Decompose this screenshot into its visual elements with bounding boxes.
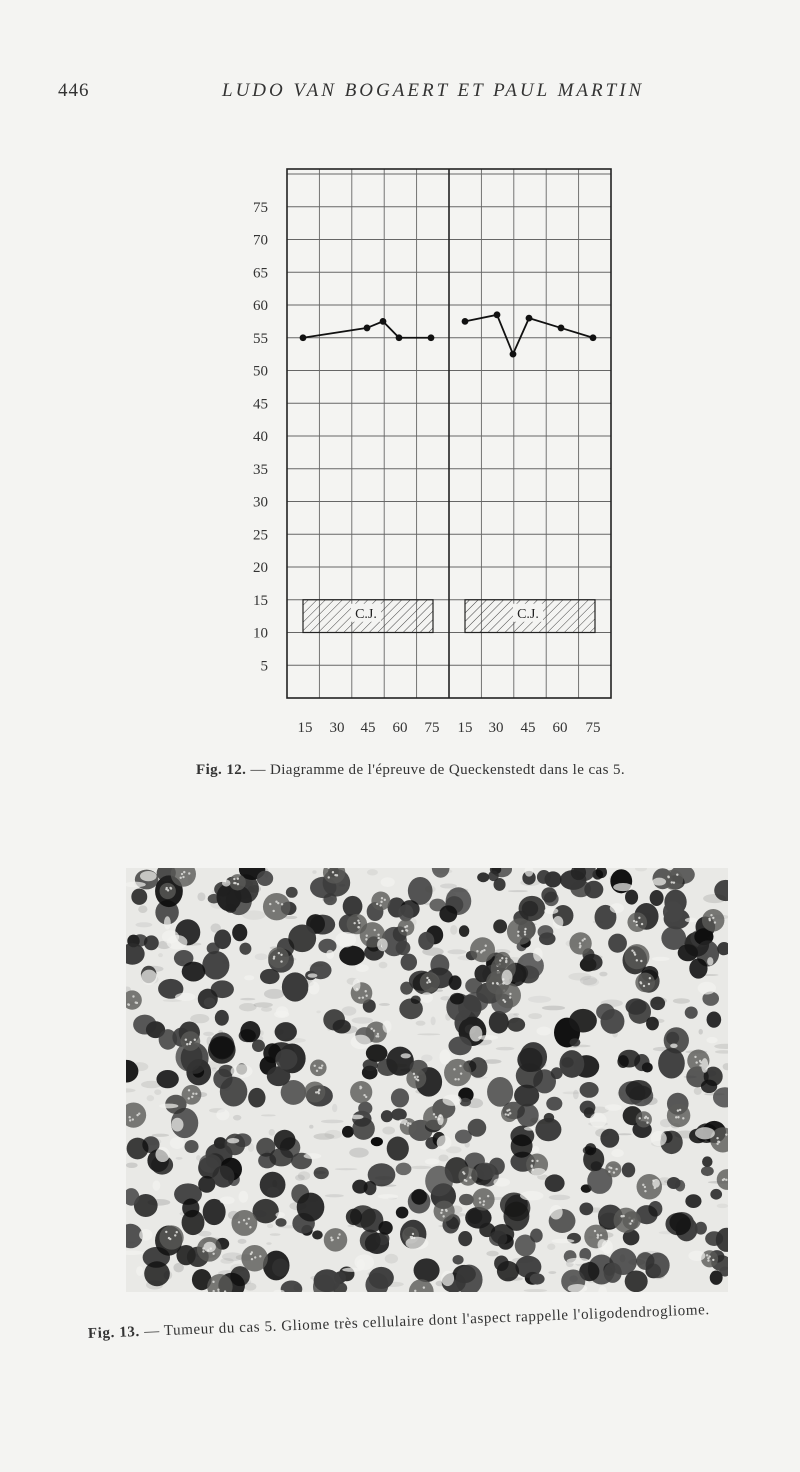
tumor-micrograph: [126, 868, 728, 1292]
y-tick-label: 75: [253, 199, 268, 216]
figure-13-caption-text: — Tumeur du cas 5. Gliome très cellulaire dont l'aspect rappelle l'oligodendrogliome.: [143, 1302, 710, 1340]
y-tick-label: 15: [253, 592, 268, 609]
data-point: [300, 334, 307, 341]
data-point: [364, 325, 371, 332]
data-point: [428, 334, 435, 341]
page-number: 446: [58, 80, 90, 101]
x-tick-label: 75: [424, 720, 440, 736]
running-head: LUDO VAN BOGAERT ET PAUL MARTIN: [222, 80, 645, 101]
y-tick-label: 10: [253, 625, 268, 642]
y-tick-label: 50: [253, 363, 268, 380]
x-tick-label: 15: [457, 720, 473, 736]
cj-label: C.J.: [517, 606, 539, 622]
data-point: [526, 315, 533, 322]
x-tick-label: 30: [329, 720, 345, 736]
figure-12-label: Fig. 12.: [196, 762, 247, 778]
y-tick-label: 65: [253, 265, 268, 282]
y-tick-label: 25: [253, 527, 268, 544]
data-point: [494, 311, 501, 318]
data-point: [396, 334, 403, 341]
y-tick-label: 70: [253, 232, 268, 249]
x-tick-label: 45: [520, 720, 536, 736]
y-tick-label: 55: [253, 330, 268, 347]
y-tick-label: 20: [253, 560, 268, 576]
data-point: [510, 351, 517, 358]
cj-label: C.J.: [355, 606, 377, 622]
x-tick-label: 60: [392, 720, 408, 736]
figure-12-caption: [196, 762, 625, 779]
y-tick-label: 35: [253, 461, 268, 478]
y-tick-label: 45: [253, 396, 268, 413]
x-tick-label: 60: [552, 720, 568, 736]
y-tick-label: 5: [260, 658, 268, 675]
y-tick-label: 40: [253, 429, 268, 445]
data-point: [590, 334, 597, 341]
data-point: [462, 318, 469, 325]
data-point: [558, 325, 565, 332]
x-tick-label: 30: [488, 720, 504, 736]
figure-13-label: Fig. 13.: [87, 1324, 141, 1342]
y-tick-label: 30: [253, 494, 268, 511]
figure-12-caption-text: — Diagramme de l'épreuve de Queckenstedt dans le cas 5.: [250, 762, 626, 778]
data-point: [380, 318, 387, 325]
x-tick-label: 15: [297, 720, 313, 736]
x-tick-label: 75: [585, 720, 601, 736]
y-tick-label: 60: [253, 298, 268, 314]
x-tick-label: 45: [360, 720, 376, 736]
figure-13-caption: [88, 1302, 710, 1343]
